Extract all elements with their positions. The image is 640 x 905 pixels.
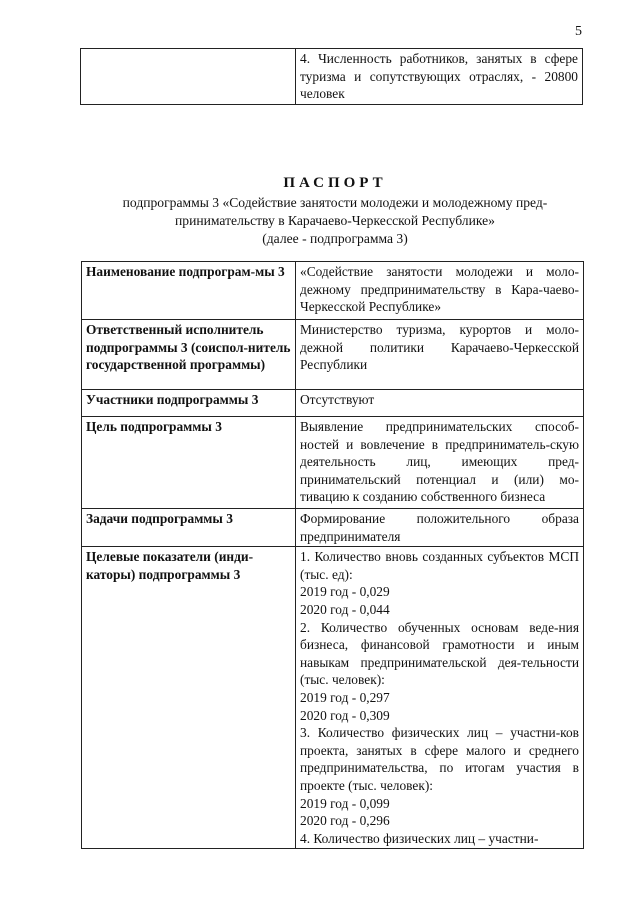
value-text: 2019 год - 0,297 bbox=[300, 689, 390, 705]
value-text: «Содействие занятости молодежи и моло-дежному предпринимательству в Кара-чаево-Черкесской Республике» bbox=[300, 264, 579, 315]
value-text: Формирование положительного образа предпринимателя bbox=[300, 511, 579, 544]
row-label: Задачи подпрограммы 3 bbox=[82, 509, 296, 547]
value-text: Министерство туризма, курортов и моло-дежной политики Карачаево-Черкесской Республики bbox=[300, 322, 579, 373]
table-row bbox=[82, 417, 584, 509]
value-text: 3. Количество физических лиц – участни-ков проекта, занятых в сфере малого и среднего предпринимательства, по итогам участия в проекте (тыс. человек): bbox=[300, 725, 579, 793]
value-text: 4. Количество физических лиц – участни- bbox=[300, 830, 539, 846]
page-number: 5 bbox=[575, 24, 582, 39]
value-text: 2019 год - 0,099 bbox=[300, 795, 390, 811]
subtitle-line: (далее - подпрограмма 3) bbox=[262, 231, 408, 246]
row-value bbox=[296, 390, 584, 417]
subtitle-line: принимательству в Карачаево-Черкесской Республике» bbox=[175, 213, 495, 228]
row-label: Цель подпрограммы 3 bbox=[82, 417, 296, 509]
table-row bbox=[82, 390, 584, 417]
value-text: 2020 год - 0,044 bbox=[300, 601, 390, 617]
passport-subtitle bbox=[70, 194, 600, 248]
table-row bbox=[82, 547, 584, 849]
row-label: Участники подпрограммы 3 bbox=[82, 390, 296, 417]
row-value bbox=[296, 262, 584, 320]
table-row bbox=[82, 262, 584, 320]
subtitle-line: подпрограммы 3 «Содействие занятости молодежи и молодежному пред- bbox=[122, 195, 548, 210]
row-value bbox=[296, 417, 584, 509]
value-text: 2019 год - 0,029 bbox=[300, 584, 390, 600]
value-text: 2. Количество обученных основам веде-ния бизнеса, финансовой грамотности и иным навыкам предпринимательской дея-тельности (тыс. человек): bbox=[300, 619, 579, 688]
row-value bbox=[296, 509, 584, 547]
row-label: Наименование подпрограм-мы 3 bbox=[82, 262, 296, 320]
value-text: 1. Количество вновь созданных субъектов МСП (тыс. ед): bbox=[300, 549, 579, 582]
row-value bbox=[296, 547, 584, 849]
table-row bbox=[82, 320, 584, 390]
passport-title: ПАСПОРТ bbox=[283, 175, 387, 191]
empty-label-cell bbox=[81, 49, 296, 105]
passport-table bbox=[81, 261, 584, 849]
value-text: Отсутствуют bbox=[300, 392, 375, 407]
value-text: Выявление предпринимательских способ-ностей и вовлечение в предприниматель-скую деятельность лиц, имеющих пред-принимательский потенциал и (или) мо-тивацию к созданию собственного бизнеса bbox=[300, 419, 579, 505]
value-text: 2020 год - 0,309 bbox=[300, 707, 390, 723]
table-row bbox=[82, 509, 584, 547]
row-label: Ответственный исполнитель подпрограммы 3 (соиспол-нитель государственной программы) bbox=[82, 320, 296, 390]
table-row bbox=[81, 49, 583, 105]
employment-indicator-cell: 4. Численность работников, занятых в сфере туризма и сопутствующих отраслях, - 20800 человек bbox=[296, 49, 583, 105]
value-text: 2020 год - 0,296 bbox=[300, 813, 390, 829]
row-label: Целевые показатели (инди-каторы) подпрограммы 3 bbox=[82, 547, 296, 849]
continued-table bbox=[80, 48, 583, 105]
row-value bbox=[296, 320, 584, 390]
